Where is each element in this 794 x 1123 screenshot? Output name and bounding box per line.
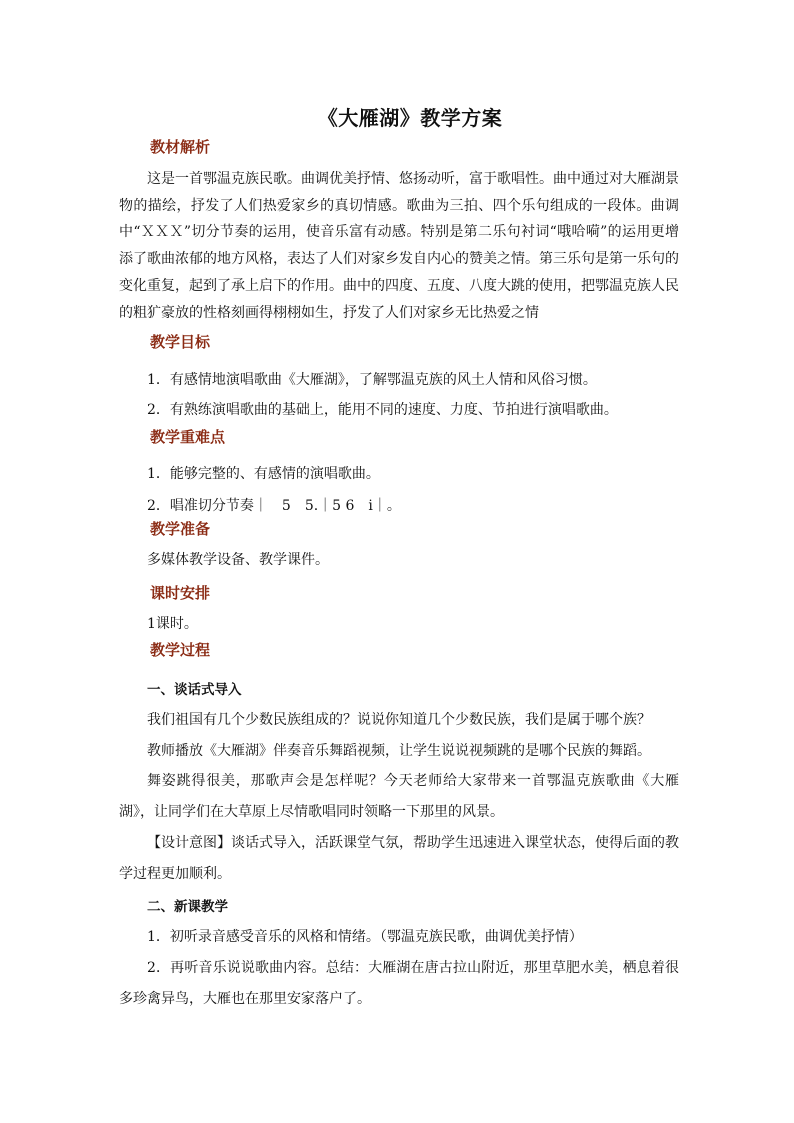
goal-item-2: 2．有熟练演唱歌曲的基础上，能用不同的速度、力度、节拍进行演唱歌曲。	[147, 402, 618, 418]
heading-goals: 教学目标	[150, 333, 211, 351]
goal-item-1: 1．有感情地演唱歌曲《大雁湖》，了解鄂温克族的风土人情和风俗习惯。	[147, 372, 597, 388]
document-title: 《大雁湖》教学方案	[317, 106, 503, 130]
process-part1-line-2: 教师播放《大雁湖》伴奏音乐舞蹈视频，让学生说说视频跳的是哪个民族的舞蹈。	[147, 743, 651, 759]
key-point-item-2: 2．唱准切分节奏｜ 5 5.｜5 6 i｜。	[147, 498, 401, 514]
analysis-paragraph: 这是一首鄂温克族民歌。曲调优美抒情、悠扬动听，富于歌唱性。曲中通过对大雁湖景物的描绘，抒发了人们热爱家乡的真切情感。歌曲为三拍、四个乐句组成的一段体。曲调中“ＸＸＸ”切分节奏的运用，使音乐富有动感。特别是第二乐句衬词“哦哈嗬”的运用更增添了歌曲浓郁的地方风格，表达了人们对家乡发自内心的赞美之情。第三乐句是第一乐句的变化重复，起到了承上启下的作用。曲中的四度、五度、八度大跳的使用，把鄂温克族人民的粗犷豪放的性格刻画得栩栩如生，抒发了人们对家乡无比热爱之情	[119, 171, 679, 321]
heading-analysis: 教材解析	[150, 138, 211, 156]
key-point-item-1: 1．能够完整的、有感情的演唱歌曲。	[147, 466, 380, 482]
process-part2-title: 二、新课教学	[147, 899, 228, 915]
design-intent-paragraph: 【设计意图】谈话式导入，活跃课堂气氛，帮助学生迅速进入课堂状态，使得后面的教学过程更加顺利。	[119, 835, 679, 882]
process-part2-line-1: 1．初听录音感受音乐的风格和情绪。（鄂温克族民歌，曲调优美抒情）	[147, 929, 583, 945]
heading-schedule: 课时安排	[150, 584, 211, 602]
process-part1-line-1: 我们祖国有几个少数民族组成的？说说你知道几个少数民族，我们是属于哪个族？	[147, 712, 651, 728]
process-part2-paragraph: 2．再听音乐说说歌曲内容。总结：大雁湖在唐古拉山附近，那里草肥水美，栖息着很多珍禽异鸟，大雁也在那里安家落户了。	[119, 960, 679, 1007]
heading-key-points: 教学重难点	[150, 428, 226, 446]
process-part1-title: 一、谈话式导入	[147, 682, 242, 698]
schedule-text: 1课时。	[147, 616, 198, 632]
heading-process: 教学过程	[150, 641, 211, 659]
preparation-text: 多媒体教学设备、教学课件。	[147, 552, 329, 568]
heading-preparation: 教学准备	[150, 520, 211, 538]
process-part1-paragraph: 舞姿跳得很美，那歌声会是怎样呢？今天老师给大家带来一首鄂温克族歌曲《大雁湖》，让同学们在大草原上尽情歌唱同时领略一下那里的风景。	[119, 773, 679, 820]
